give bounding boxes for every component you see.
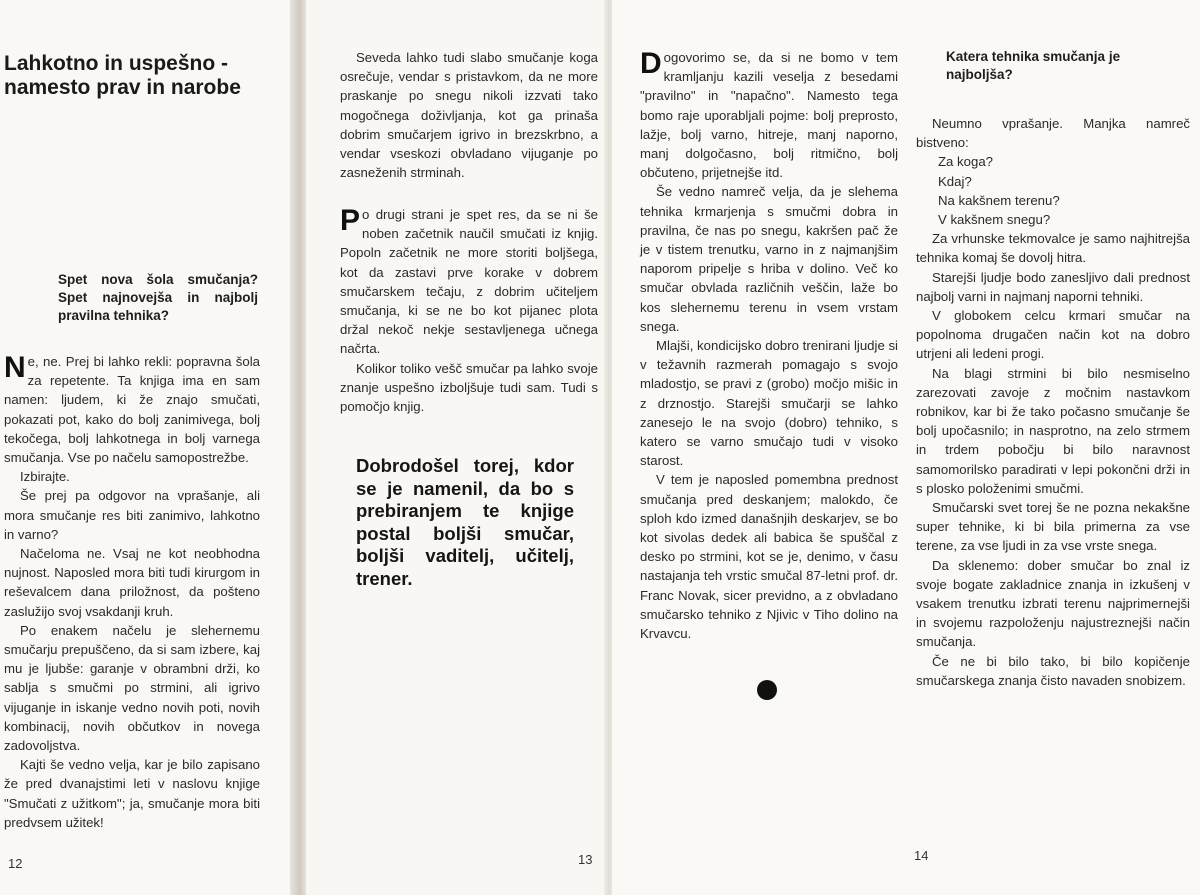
paragraph: Ne, ne. Prej bi lahko rekli: popravna šola za repetente. Ta knjiga ima en sam namen: ljudem, ki že znajo smučati, pokazati pot, kako do bolj zanimivega, bolj tekočega, bolj lahkotnega in bolj varnega smučanja. Vse po načelu samopostrežbe. xyxy=(4,351,260,466)
paragraph: Seveda lahko tudi slabo smučanje koga osrečuje, vendar s pristavkom, da ne more praskanje po snegu nikoli izzvati tako mogočnega doživljanja, kot ga prinaša dobrim smučarjem igrivo in brezskrbno, a vendar vseskozi obvladano vijuganje po zasneženih strminah. xyxy=(340,50,598,181)
page-number: 12 xyxy=(8,856,23,871)
paragraph: Na blagi strmini bi bilo nesmiselno zarezovati zavoje z močnim nastavkom robnikov, kar bi že tako počasno smučanje še bolj upočasnilo; in nasprotno, na zelo strmem in trdem pobočju bi bilo naravnost samomorilsko paradirati v lepi pokončni drži in s plosko položenimi smučmi. xyxy=(916,365,1190,496)
page-13-body-top xyxy=(340,48,598,182)
page-14-right-column xyxy=(916,114,1190,690)
paragraph: Starejši ljudje bodo zanesljivo dali prednost najbolj varni in najmanj naporni tehniki. xyxy=(916,269,1190,304)
paragraph: Kajti še vedno velja, kar je bilo zapisano že pred dvanajstimi leti v naslovu knjige "Smučati z užitkom"; ja, smučanje mora biti predvsem užitek! xyxy=(4,757,260,830)
question-list xyxy=(916,152,1190,229)
section-heading: Katera tehnika smučanja je najboljša? xyxy=(946,49,1121,82)
paragraph: Da sklenemo: dober smučar bo znal iz svoje bogate zakladnice znanja in izkušenj v vsakem trenutku izbrati terenu najprimernejši in svojemu razpoloženju najustreznejši način smučanja. xyxy=(916,557,1190,650)
paragraph: Še vedno namreč velja, da je slehema tehnika krmarjenja s smučmi dobra in pravilna, če nas po snegu, kakršen pač že je v tistem trenutku, varno in z najmanjšim naporom pripelje s hriba v dolino. Več ko smučar obvlada različnih veščin, laže bo kos slehernemu terenu in vsem vrstam snega. xyxy=(640,184,898,334)
paragraph: Za vrhunske tekmovalce je samo najhitrejša tehnika komaj še dovolj hitra. xyxy=(916,231,1190,266)
paragraph: Če ne bi bilo tako, bi bilo kopičenje smučarskega znanja čisto navaden snobizem. xyxy=(916,653,1190,688)
page-14-left-column xyxy=(640,48,898,643)
page-13 xyxy=(306,0,610,895)
page-number: 14 xyxy=(914,848,929,863)
chapter-title: Lahkotno in uspešno - namesto prav in narobe xyxy=(4,52,241,99)
paragraph: V tem je naposled pomembna prednost smučanja pred deskanjem; malokdo, če sploh kdo izmed današnjih deskarjev, se bo kot sivolas dedek ali babica še spuščal z desko po strmini, kot se je, denimo, v času nastajanja teh vrstic smučal 87-letni prof. dr. Franc Novak, sicer previdno, a z obvladano smučarsko tehniko z Njivic v Tiho dolino na Krvavcu. xyxy=(640,472,898,642)
drop-cap: N xyxy=(4,351,26,384)
paragraph: Smučarski svet torej še ne pozna nekakšne super tehnike, ki bi bila primerna za vse terene, za vse ljudi in za vse vrste snega. xyxy=(916,500,1190,554)
paragraph: Kolikor toliko vešč smučar pa lahko svoje znanje uspešno izboljšuje tudi sam. Tudi s pomočjo knjig. xyxy=(340,360,598,415)
drop-cap: D xyxy=(640,47,662,80)
page-number: 13 xyxy=(578,852,593,867)
page-12-body xyxy=(4,352,260,832)
paragraph: Mlajši, kondicijsko dobro trenirani ljudje si v težavnih razmerah pomagajo s svojo mladostjo, se pravi z (grobo) močjo mišic in z drznostjo. Starejši smučarji se lahko zanesejo le na svojo (dobro) tehniko, s katero se varno smučajo tudi v visoko starost. xyxy=(640,338,898,469)
paragraph: Še prej pa odgovor na vprašanje, ali mora smučanje res biti zanimivo, lahkotno in varno? xyxy=(4,488,260,542)
list-item: Za koga? xyxy=(938,154,993,170)
paragraph: Po enakem načelu je slehernemu smučarju prepuščeno, da si sam izbere, kaj mu je ljubše: garanje v obrambni drži, ko sablja s smučmi po strmini, ali igrivo vijuganje in iskanje vedno novih poti, novih kombinacij, novih občutkov in novega zadovoljstva. xyxy=(4,622,260,754)
bullet-dot-icon xyxy=(757,680,777,700)
paragraph: V globokem celcu krmari smučar na popolnoma drugačen način kot na dobro utrjeni ali ledeni progi. xyxy=(916,308,1190,362)
list-item: Kdaj? xyxy=(938,173,972,189)
paragraph: Načeloma ne. Vsaj ne kot neobhodna nujnost. Naposled mora biti tudi kirurgom in reševalcem dana priložnost, da pošteno zaslužijo svoj vsakdanji kruh. xyxy=(4,546,260,619)
paragraph: Po drugi strani je spet res, da se ni še noben začetnik naučil smučati iz knjig. Popoln začetnik ne more storiti boljšega, kot da zastavi prve korake v dobrem smučarskem tečaju, z dobrim učiteljem smučanja, ki se ne bo kot pijanec plota držal nekoč nekje sestavljenega učnega načrta. xyxy=(340,204,598,357)
page-14 xyxy=(612,0,1200,895)
page-12 xyxy=(0,0,290,895)
list-item: Na kakšnem terenu? xyxy=(938,192,1060,208)
section-subheading: Spet nova šola smučanja? Spet najnovejša in najbolj pravilna tehnika? xyxy=(58,272,258,323)
paragraph: Neumno vprašanje. Manjka namreč bistveno: xyxy=(916,116,1190,151)
book-gutter xyxy=(290,0,306,895)
page-13-body xyxy=(340,205,598,416)
list-item: V kakšnem snegu? xyxy=(938,212,1051,228)
pull-quote: Dobrodošel torej, kdor se je namenil, da bo s prebiranjem te knjige postal boljši smučar, boljši vaditelj, učitelj, trener. xyxy=(356,455,574,589)
paragraph: Dogovorimo se, da si ne bomo v tem kramljanju kazili veselja z besedami "pravilno" in "napačno". Namesto tega bomo raje uporabljali pojme: bolj preprosto, lažje, bolj varno, hitreje, manj naporno, manj dolgočasno, bolj ritmično, bolj občuteno, prijetnejše itd. xyxy=(640,47,898,181)
drop-cap: P xyxy=(340,204,361,237)
paragraph: Izbirajte. xyxy=(20,469,70,485)
